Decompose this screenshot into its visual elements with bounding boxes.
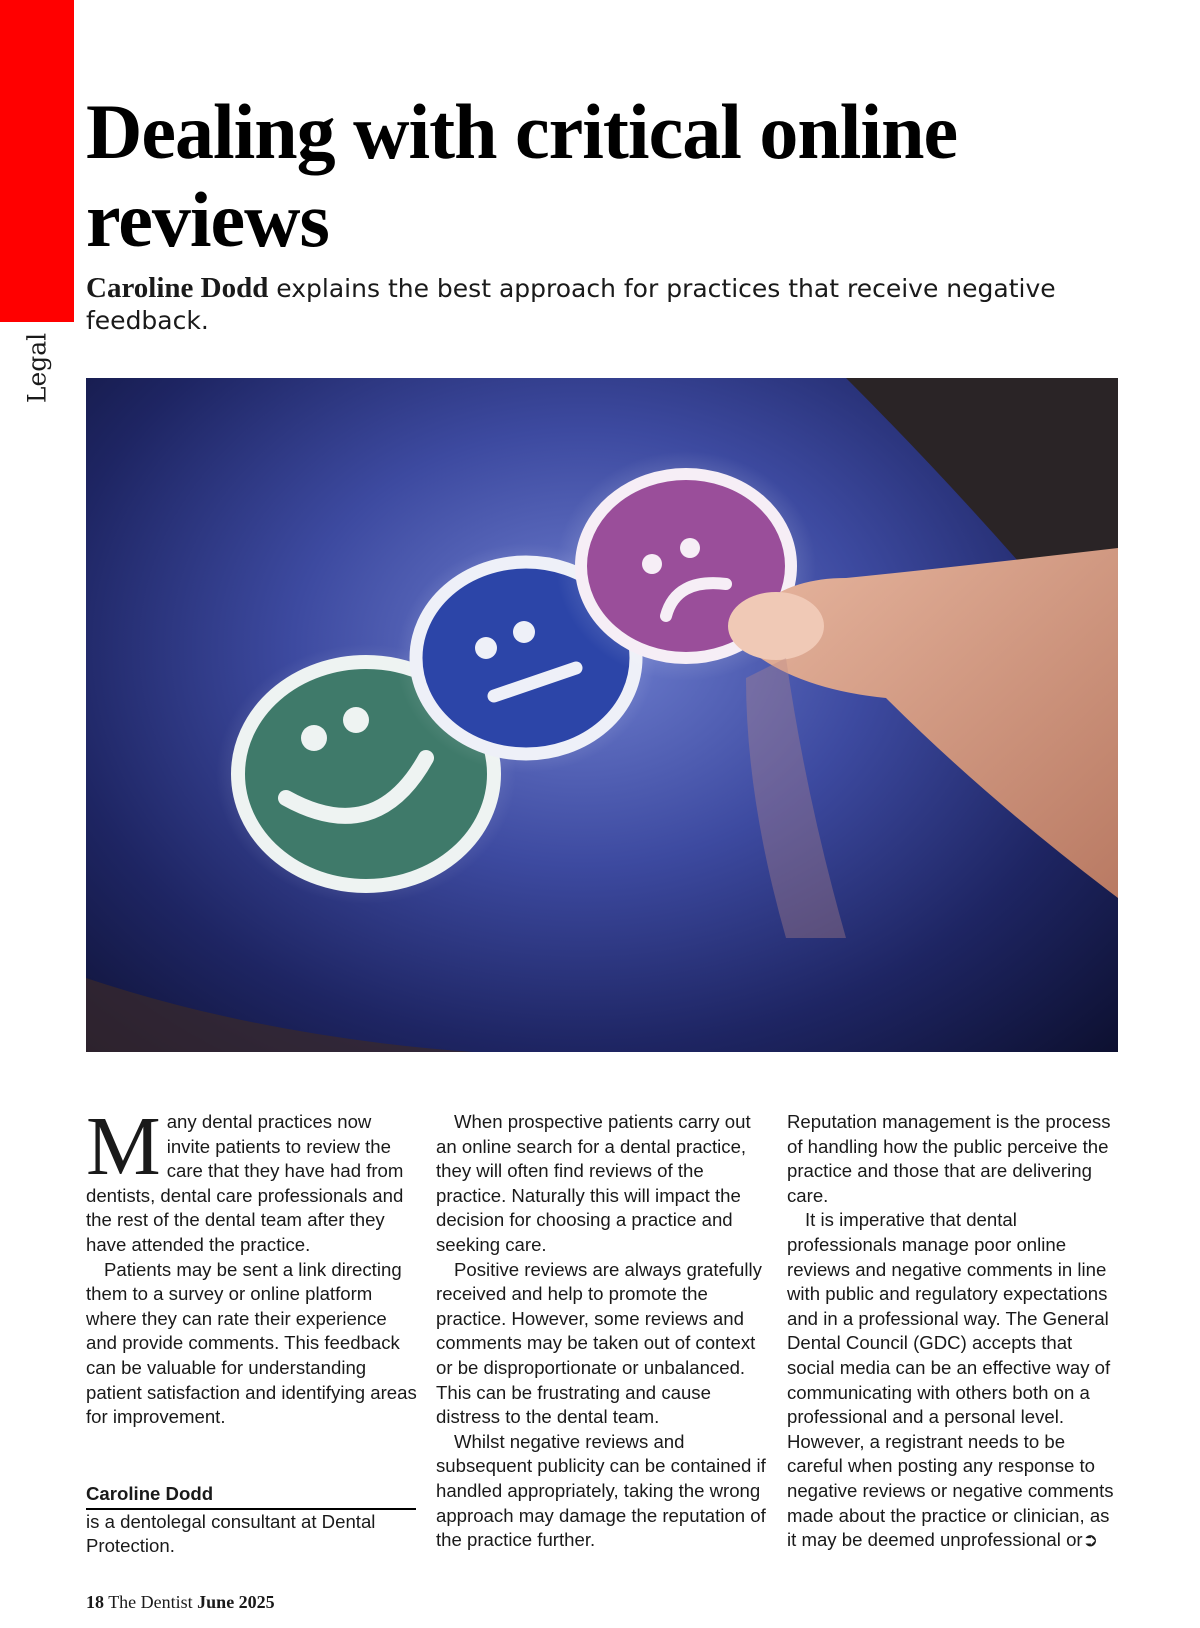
paragraph: It is imperative that dental professionals manage poor online reviews and negative comments in line with public and regulatory expectations and in a professional way. The General Dental Council (GDC) accepts that social media can be an effective way of communicating with others both on a professional and a personal level. However, a registrant needs to be careful when posting any response to negative reviews or negative comments made about the practice or clinician, as it may be deemed unprofessional or➲ [787, 1209, 1114, 1551]
article-column-3 [787, 1110, 1119, 1553]
article-photo [86, 378, 1118, 1052]
standfirst-author: Caroline Dodd [86, 272, 269, 304]
standfirst [86, 272, 1086, 337]
paragraph: Reputation management is the process of handling how the public perceive the practice and those that are delivering care. [787, 1111, 1111, 1206]
bio-text: is a dentolegal consultant at Dental Protection. [86, 1510, 376, 1557]
paragraph: Patients may be sent a link directing them to a survey or online platform where they can rate their experience and provide comments. This feedback can be valuable for understanding patient satisfaction and identifying areas for improvement. [86, 1258, 417, 1428]
page-number: 18 [86, 1592, 104, 1612]
article-title: Dealing with critical online reviews [86, 88, 958, 263]
section-label: Legal [22, 332, 52, 404]
bio-name: Caroline Dodd [86, 1482, 416, 1510]
tablet-bottom-frame [86, 978, 786, 1052]
article-column-2 [436, 1110, 768, 1553]
issue-date: June 2025 [197, 1592, 275, 1612]
paragraph: Many dental practices now invite patients to review the care that they have had from dentists, dental care professionals and the rest of the dental team after they have attended the practice. [86, 1100, 404, 1255]
tablet-rating-illustration [86, 378, 1118, 1052]
author-bio [86, 1482, 416, 1559]
continue-arrow-icon: ➲ [1082, 1529, 1099, 1551]
article-column-1 [86, 1100, 418, 1430]
publication-name: The Dentist [108, 1592, 193, 1612]
page-footer [86, 1592, 275, 1613]
section-color-bar [0, 0, 74, 322]
paragraph: Positive reviews are always gratefully received and help to promote the practice. However, some reviews and comments may be taken out of context or be disproportionate or unbalanced. This can be frustrating and cause distress to the dental team. [436, 1258, 762, 1428]
paragraph: When prospective patients carry out an online search for a dental practice, they will often find reviews of the practice. Naturally this will impact the decision for choosing a practice and seeking care. [436, 1111, 751, 1255]
drop-cap: M [86, 1100, 161, 1193]
standfirst-text: explains the best approach for practices that receive negative feedback. [86, 274, 1056, 335]
paragraph: Whilst negative reviews and subsequent publicity can be contained if handled appropriately, taking the wrong approach may damage the reputation of the practice further. [436, 1430, 766, 1551]
finger [728, 548, 1118, 938]
